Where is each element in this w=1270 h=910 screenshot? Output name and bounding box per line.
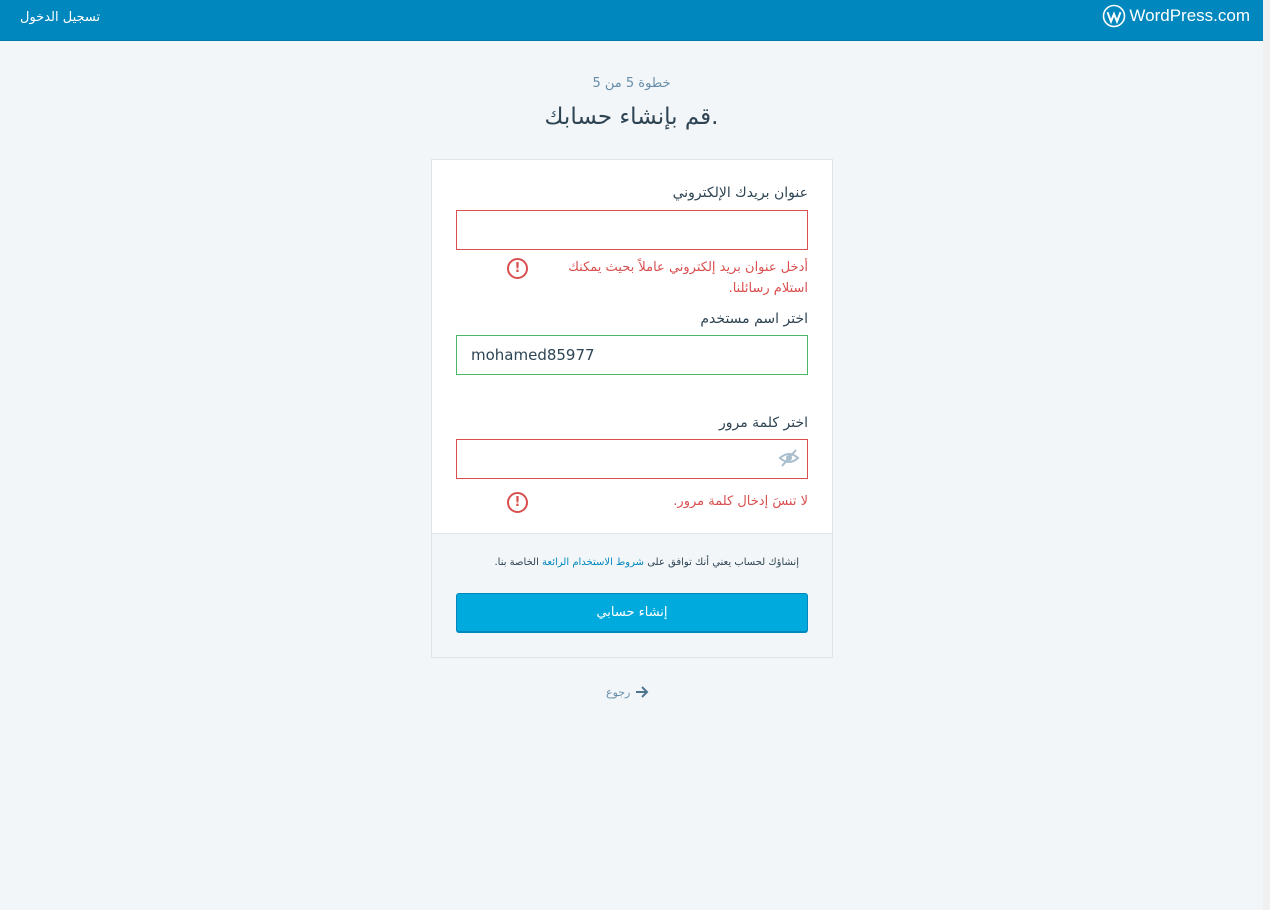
password-input[interactable] <box>456 439 808 479</box>
terms-suffix: الخاصة بنا. <box>494 557 543 568</box>
alert-icon: ! <box>507 492 528 513</box>
password-field <box>456 439 808 479</box>
form-body <box>432 160 832 533</box>
email-label: عنوان بريدك الإلكتروني <box>672 185 808 201</box>
password-label: اختر كلمة مرور <box>718 415 808 431</box>
wordpress-icon <box>1102 4 1126 28</box>
terms-link[interactable]: شروط الاستخدام الرائعة <box>542 557 645 568</box>
terms-notice <box>494 557 799 568</box>
password-error <box>507 491 808 513</box>
form-footer <box>432 533 832 657</box>
email-error-text: أدخل عنوان بريد إلكتروني عاملاً بحيث يمكنك استلام رسائلنا. <box>568 260 808 296</box>
terms-prefix: إنشاؤك لحساب يعني أنك توافق على <box>644 557 799 568</box>
eye-slash-icon[interactable] <box>778 448 800 468</box>
email-error <box>507 257 808 299</box>
alert-icon: ! <box>507 258 528 279</box>
page-title: قم بإنشاء حسابك. <box>544 104 719 130</box>
username-label: اختر اسم مستخدم <box>700 311 808 327</box>
username-input[interactable] <box>456 335 808 375</box>
login-link[interactable]: تسجيل الدخول <box>20 10 101 25</box>
wordpress-logo[interactable] <box>1102 4 1250 28</box>
brand-name: WordPress.com <box>1129 6 1250 25</box>
signup-form-card <box>431 159 833 658</box>
scrollbar[interactable] <box>1263 0 1270 910</box>
password-error-text: لا تنسَ إدخال كلمة مرور. <box>673 494 808 509</box>
email-input[interactable] <box>456 210 808 250</box>
arrow-right-icon <box>635 685 649 699</box>
step-indicator: خطوة 5 من 5 <box>592 76 671 91</box>
back-link[interactable] <box>606 685 649 699</box>
create-account-button[interactable]: إنشاء حسابي <box>456 593 808 633</box>
masterbar <box>0 0 1263 41</box>
back-label: رجوع <box>606 685 631 699</box>
